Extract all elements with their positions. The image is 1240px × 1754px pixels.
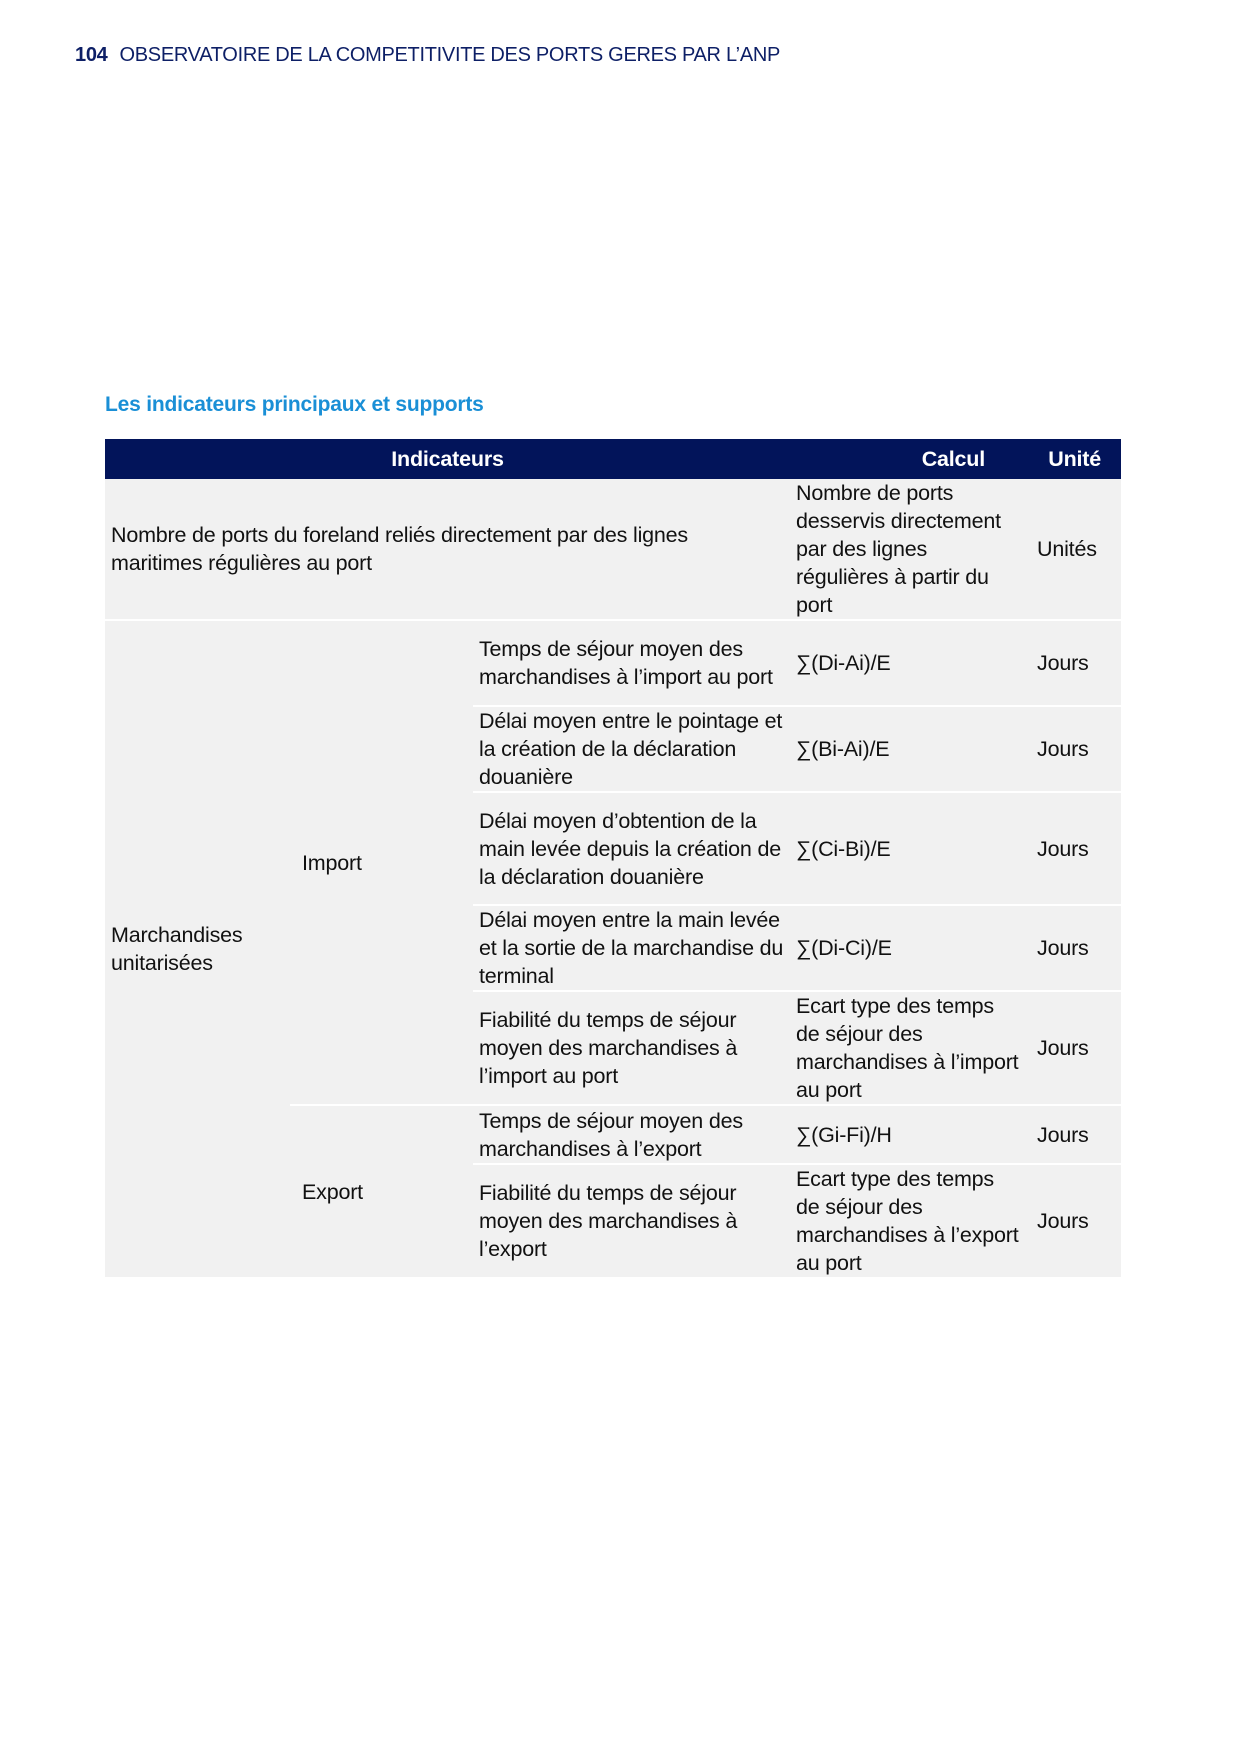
table-row — [105, 620, 1121, 706]
unit-cell: Jours — [1025, 620, 1121, 706]
table-row — [105, 479, 1121, 620]
header-calcul: Calcul — [790, 439, 1025, 479]
calcul-cell: ∑(Di-Ai)/E — [790, 620, 1025, 706]
indicator-cell: Délai moyen d’obtention de la main levée depuis la création de la déclaration douanière — [473, 792, 790, 905]
unit-cell: Jours — [1025, 706, 1121, 792]
indicators-table — [105, 439, 1121, 1277]
calcul-cell: ∑(Bi-Ai)/E — [790, 706, 1025, 792]
calcul-cell: ∑(Di-Ci)/E — [790, 905, 1025, 991]
indicator-cell: Délai moyen entre le pointage et la création de la déclaration douanière — [473, 706, 790, 792]
calcul-cell: Ecart type des temps de séjour des marchandises à l’import au port — [790, 991, 1025, 1105]
indicator-cell: Temps de séjour moyen des marchandises à l’export — [473, 1105, 790, 1164]
unit-cell: Jours — [1025, 792, 1121, 905]
indicator-cell: Délai moyen entre la main levée et la sortie de la marchandise du terminal — [473, 905, 790, 991]
unit-cell: Jours — [1025, 1164, 1121, 1277]
calcul-cell: ∑(Gi-Fi)/H — [790, 1105, 1025, 1164]
unit-cell: Unités — [1025, 479, 1121, 620]
indicator-cell: Fiabilité du temps de séjour moyen des marchandises à l’import au port — [473, 991, 790, 1105]
table-header-row — [105, 439, 1121, 479]
calcul-cell: Nombre de ports desservis directement par des lignes régulières à partir du port — [790, 479, 1025, 620]
indicator-cell: Fiabilité du temps de séjour moyen des marchandises à l’export — [473, 1164, 790, 1277]
section-title: Les indicateurs principaux et supports — [105, 393, 484, 416]
category-cell: Marchandises unitarisées — [105, 620, 290, 1277]
page-header — [75, 44, 780, 67]
unit-cell: Jours — [1025, 1105, 1121, 1164]
header-unite: Unité — [1025, 439, 1121, 479]
indicator-cell: Nombre de ports du foreland reliés directement par des lignes maritimes régulières au port — [105, 479, 790, 620]
calcul-cell: ∑(Ci-Bi)/E — [790, 792, 1025, 905]
unit-cell: Jours — [1025, 905, 1121, 991]
flow-import-cell: Import — [290, 620, 473, 1105]
indicator-cell: Temps de séjour moyen des marchandises à l’import au port — [473, 620, 790, 706]
unit-cell: Jours — [1025, 991, 1121, 1105]
document-title: OBSERVATOIRE DE LA COMPETITIVITE DES PORTS GERES PAR L’ANP — [119, 44, 781, 66]
calcul-cell: Ecart type des temps de séjour des marchandises à l’export au port — [790, 1164, 1025, 1277]
page-number: 104 — [75, 44, 108, 66]
flow-export-cell: Export — [290, 1105, 473, 1277]
header-indicateurs: Indicateurs — [105, 439, 790, 479]
